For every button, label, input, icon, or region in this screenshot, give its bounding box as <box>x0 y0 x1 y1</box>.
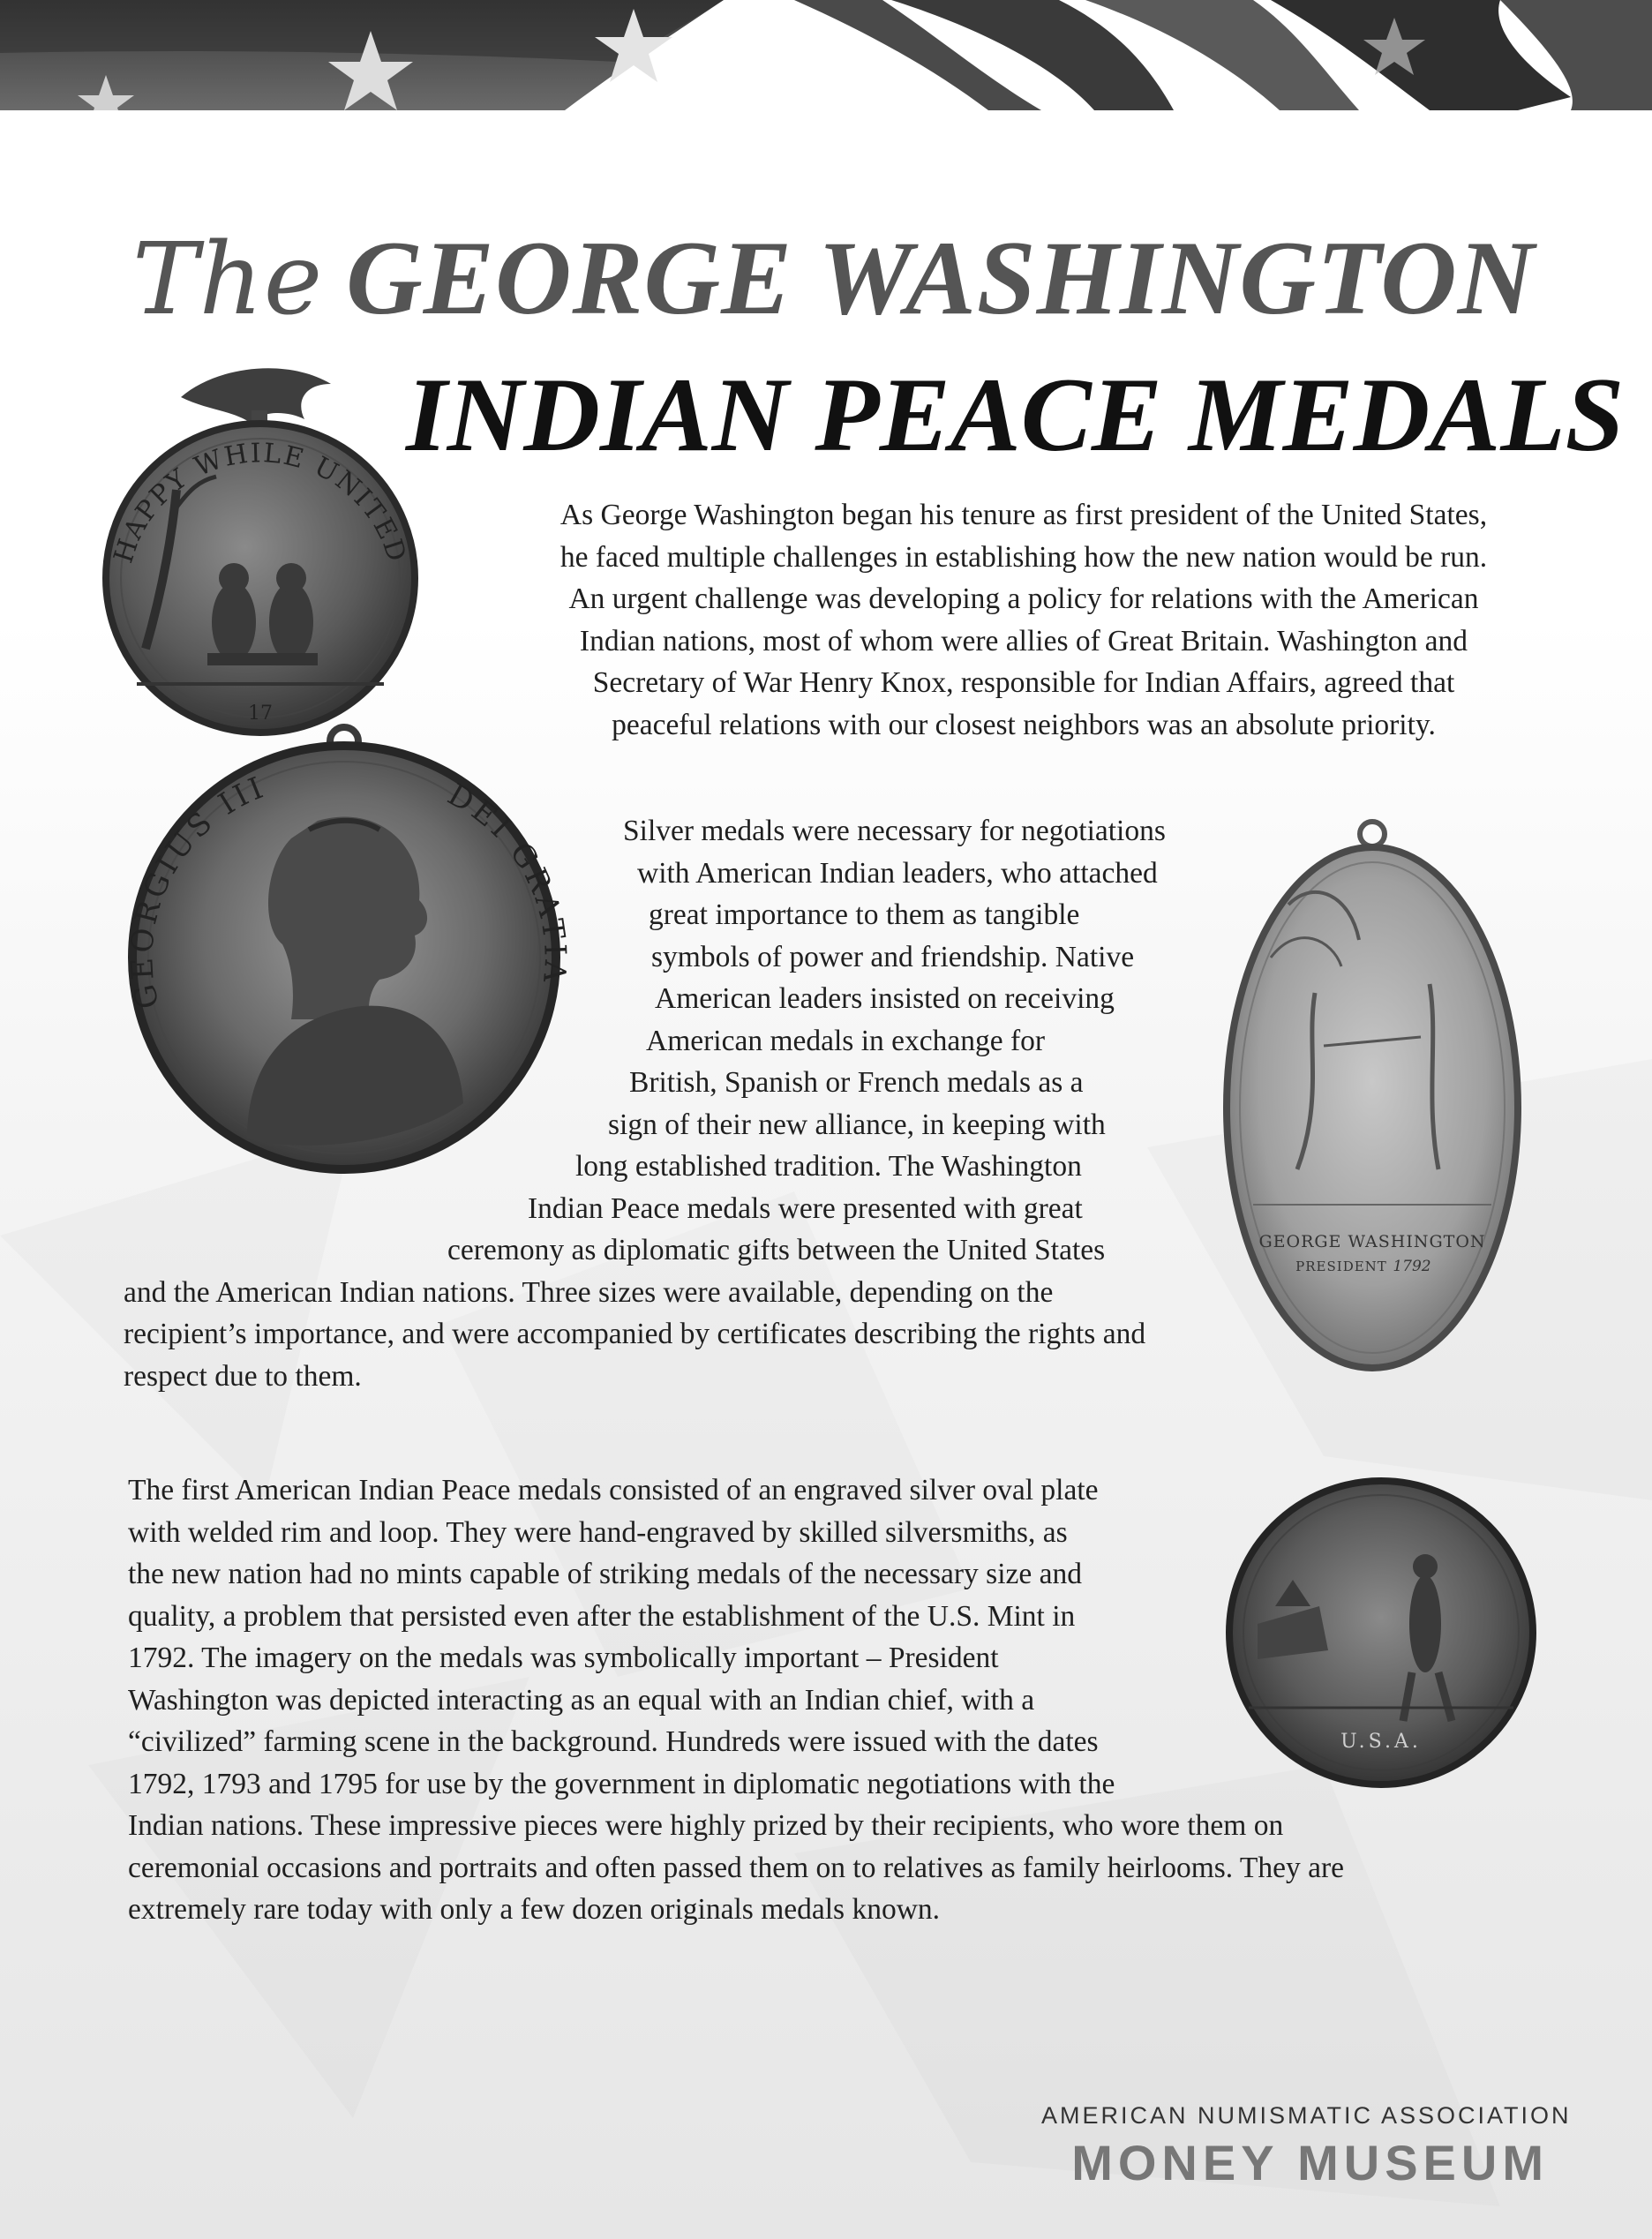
first-medals-paragraph <box>128 1469 1566 1931</box>
silver-line: symbols of power and friendship. Native <box>651 940 1135 973</box>
silver-line: sign of their new alliance, in keeping with <box>608 1108 1106 1141</box>
intro-line: Indian nations, most of whom were allies of Great Britain. Washington and <box>579 624 1468 657</box>
intro-line: he faced multiple challenges in establishing how the new nation would be run. <box>559 540 1488 574</box>
happy-while-united-date: 17 <box>248 703 273 725</box>
footer-association: AMERICAN NUMISMATIC ASSOCIATION <box>1041 2102 1572 2129</box>
oval-medal-year: 1792 <box>1393 1258 1431 1275</box>
silver-line: and the American Indian nations. Three sizes were available, depending on the <box>124 1275 1054 1309</box>
oval-washington-medal <box>1218 816 1527 1381</box>
silver-line: Silver medals were necessary for negotiations <box>623 815 1166 847</box>
silver-line: American leaders insisted on receiving <box>655 982 1115 1015</box>
first-medals-line: ceremonial occasions and portraits and often passed them on to relatives as family heirlooms. They are <box>128 1851 1345 1884</box>
intro-paragraph <box>494 494 1553 746</box>
intro-line: Secretary of War Henry Knox, responsible for Indian Affairs, agreed that <box>592 666 1455 699</box>
first-medals-line: with welded rim and loop. They were hand-engraved by skilled silversmiths, as <box>128 1515 1068 1549</box>
intro-line: As George Washington began his tenure as first president of the United States, <box>559 499 1488 531</box>
title-george-washington: GEORGE WASHINGTON <box>346 219 1536 336</box>
silver-line: American medals in exchange for <box>646 1024 1046 1057</box>
first-medals-line: 1792, 1793 and 1795 for use by the government in diplomatic negotiations with the <box>128 1767 1115 1800</box>
usa-medal-inscription: U.S.A. <box>1340 1731 1422 1753</box>
first-medals-line: extremely rare today with only a few dozen originals medals known. <box>128 1893 941 1926</box>
silver-line: Indian Peace medals were presented with great <box>528 1191 1083 1225</box>
silver-line: with American Indian leaders, who attached <box>637 856 1158 890</box>
silver-medals-paragraph <box>124 810 1262 1397</box>
footer-museum-logo: MONEY MUSEUM <box>1071 2135 1549 2190</box>
flag-banner <box>0 0 1652 110</box>
silver-line: recipient’s importance, and were accompanied by certificates describing the rights and <box>124 1318 1146 1350</box>
oval-medal-line2: PRESIDENT <box>1295 1258 1387 1274</box>
george-iii-inscription-right: DEI GRATIA <box>441 777 574 988</box>
flag-banner-graphic <box>0 0 1652 110</box>
first-medals-line: The first American Indian Peace medals consisted of an engraved silver oval plate <box>128 1474 1099 1506</box>
happy-while-united-medal <box>84 357 437 737</box>
intro-line: peaceful relations with our closest neighbors was an absolute priority. <box>612 708 1436 741</box>
first-medals-line: Indian nations. These impressive pieces were highly prized by their recipients, who wore them on <box>128 1809 1284 1842</box>
silver-line: ceremony as diplomatic gifts between the United States <box>447 1234 1106 1266</box>
page-title-line2: INDIAN PEACE MEDALS <box>406 356 1625 473</box>
first-medals-line: the new nation had no mints capable of striking medals of the necessary size and <box>128 1558 1082 1590</box>
first-medals-line: quality, a problem that persisted even after the establishment of the U.S. Mint in <box>128 1599 1076 1633</box>
page-title-line1 <box>132 221 1553 337</box>
silver-line: great importance to them as tangible <box>649 898 1080 931</box>
intro-line: An urgent challenge was developing a policy for relations with the American <box>568 582 1479 615</box>
silver-line: respect due to them. <box>124 1359 362 1393</box>
happy-while-united-inscription: HAPPY WHILE UNITED <box>108 438 413 567</box>
title-the: The <box>132 222 324 337</box>
oval-medal-line1: GEORGE WASHINGTON <box>1258 1232 1486 1251</box>
silver-line: British, Spanish or French medals as a <box>629 1066 1084 1099</box>
george-iii-inscription-left: GEORGIUS III <box>124 769 272 1012</box>
silver-line: long established tradition. The Washington <box>575 1150 1082 1183</box>
first-medals-line: “civilized” farming scene in the background. Hundreds were issued with the dates <box>128 1725 1099 1758</box>
first-medals-line: Washington was depicted interacting as an equal with an Indian chief, with a <box>128 1683 1035 1717</box>
first-medals-line: 1792. The imagery on the medals was symbolically important – President <box>128 1642 999 1674</box>
